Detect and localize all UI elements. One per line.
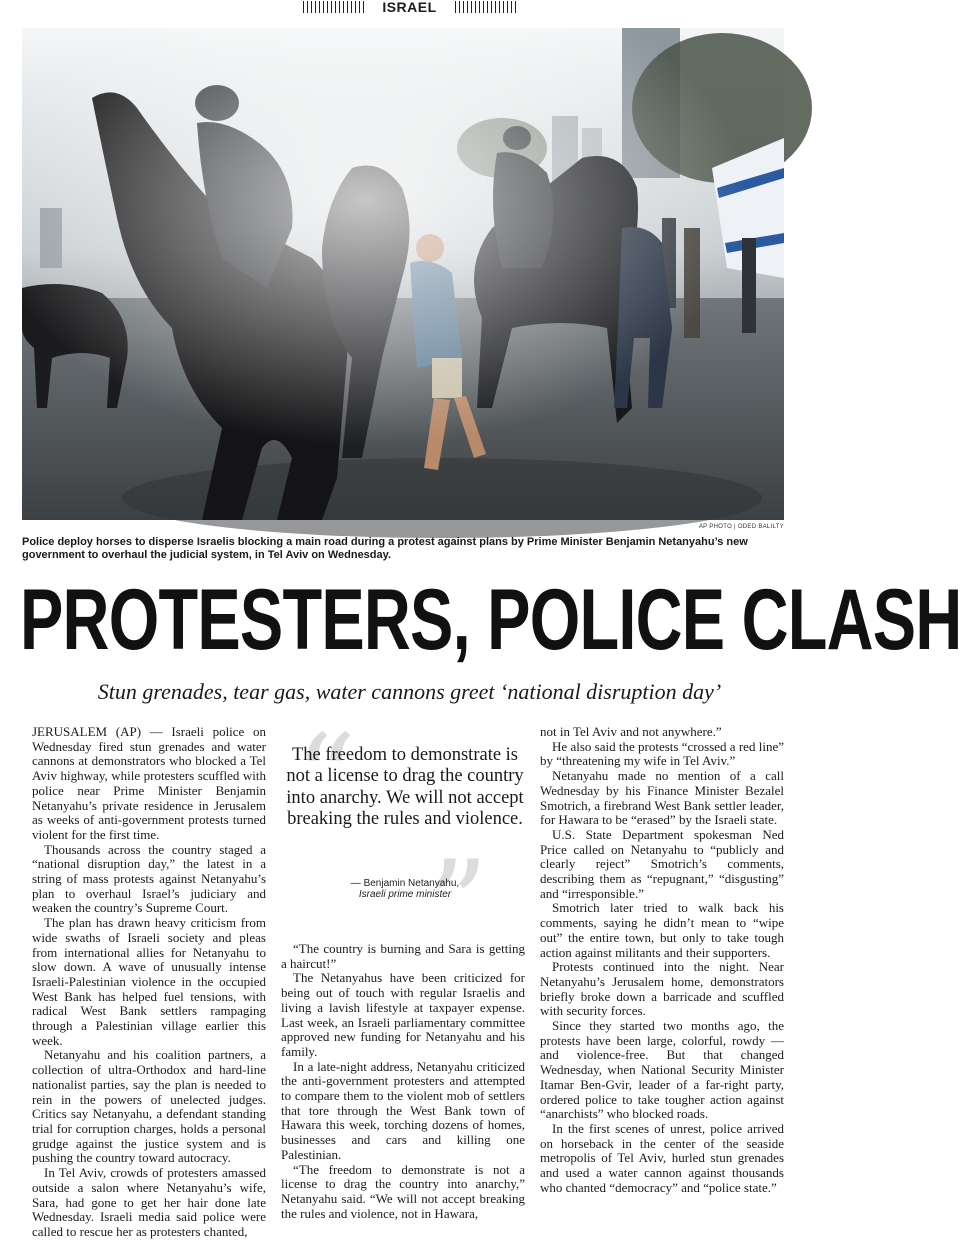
- pull-quote-attribution-name: — Benjamin Netanyahu,: [350, 878, 460, 889]
- protest-photo-illustration: [22, 28, 784, 520]
- article-paragraph: “The freedom to demonstrate is not a license to drag the country into anarchy,” Netanyahu said. “We will not accept breaking the rules and violence, not in Hawara,: [281, 1161, 525, 1221]
- close-quote-icon: ”: [427, 836, 489, 975]
- article-paragraph: JERUSALEM (AP) — Israeli police on Wednesday fired stun grenades and water cannons at demonstrators who blocked a Tel Aviv highway, while protesters scuffled with police near Prime Minister Benjamin Netanyahu’s private residence in Jerusalem as weeks of anti-government protests turned violent for the first time.: [32, 724, 266, 842]
- article-paragraph: The Netanyahus have been criticized for being out of touch with regular Israelis and living a lavish lifestyle at taxpayer expense. Last week, an Israeli parliamentary committee approved new funding for Netanyahu and his family.: [281, 970, 525, 1059]
- article-paragraph: Since they started two months ago, the protests have been large, colorful, rowdy — and violence-free. But that changed Wednesday, when National Security Minister Itamar Ben-Gvir, leader of a far-right party, ordered police to take tougher action against “anarchists” who blocked roads.: [540, 1018, 784, 1122]
- article-paragraph: Netanyahu and his coalition partners, a collection of ultra-Orthodox and hard-line nationalist parties, say the plan is needed to rein in the powers of unelected judges. Critics say Netanyahu, a defendant standing trial for corruption charges, holds a personal grudge against the justice system and is pushing the country toward autocracy.: [32, 1047, 266, 1166]
- article-paragraph: The plan has drawn heavy criticism from wide swaths of Israeli society and pleas from international allies for Netanyahu to slow down. A wave of unusually intense Israeli-Palestinian violence in the occupied West Bank has helped fuel tensions, with radical West Bank settlers rampaging through a Palestinian village earlier this week.: [32, 915, 266, 1048]
- article-paragraph: Thousands across the country staged a “national disruption day,” the latest in a string of mass protests against Netanyahu’s plan to overhaul Israel’s judiciary and weaken the country’s Supreme Court.: [32, 841, 266, 916]
- article-paragraph: U.S. State Department spokesman Ned Price called on Netanyahu to “publicly and clearly reject” Smotrich’s comments, describing them as “repugnant,” “disgusting” and “irresponsible.”: [540, 826, 784, 901]
- section-rule-left: [303, 1, 364, 13]
- article-paragraph: Netanyahu made no mention of a call Wednesday by his Finance Minister Bezalel Smotrich, a firebrand West Bank settler leader, for Hawara to be “erased” by the Israeli state.: [540, 768, 784, 828]
- pull-quote-text: The freedom to demonstrate is not a license to drag the country into anarchy. We will not accept breaking the rules and violence.: [286, 745, 524, 829]
- article-paragraph: Protests continued into the night. Near Netanyahu’s Jerusalem home, demonstrators briefly broke down a barricade and scuffled with security forces.: [540, 959, 784, 1019]
- photo-credit: AP PHOTO | ODED BALILTY: [698, 524, 784, 530]
- subheadline: Stun grenades, tear gas, water cannons greet ‘national disruption day’: [97, 679, 722, 704]
- section-rule-right: [455, 1, 516, 13]
- pull-quote-attribution-role: Israeli prime minister: [358, 889, 452, 900]
- headline: PROTESTERS, POLICE CLASH: [20, 572, 962, 668]
- article-paragraph: In a late-night address, Netanyahu criticized the anti-government protesters and attempted to compare them to the violent mob of settlers that tore through the West Bank town of Hawara this week, torching dozens of homes, businesses and cars and killing one Palestinian.: [281, 1058, 525, 1162]
- article-column-2: [281, 942, 525, 1221]
- article-paragraph: not in Tel Aviv and not anywhere.”: [540, 724, 722, 739]
- section-label: ISRAEL: [382, 0, 437, 15]
- article-paragraph: “The country is burning and Sara is getting a haircut!”: [281, 941, 525, 971]
- article-column-1: [32, 725, 266, 1240]
- section-header: [0, 0, 819, 14]
- article-paragraph: In the first scenes of unrest, police arrived on horseback in the center of the seaside metropolis of Tel Aviv, hurled stun grenades and used a water cannon against thousands who chanted “democracy” and “police state.”: [540, 1120, 784, 1195]
- article-column-3: [540, 725, 784, 1196]
- photo-caption: Police deploy horses to disperse Israelis blocking a main road during a protest against plans by Prime Minister Benjamin Netanyahu’s new government to overhaul the judicial system, in Tel Aviv on Wednesday.: [22, 536, 748, 561]
- open-quote-icon: “: [295, 710, 357, 849]
- article-paragraph: Smotrich later tried to walk back his comments, saying he didn’t mean to “wipe out” the entire town, but only to take tough action against militants and their supporters.: [540, 900, 784, 960]
- article-paragraph: In Tel Aviv, crowds of protesters amassed outside a salon where Netanyahu’s wife, Sara, had gone to get her hair done late Wednesday. Israeli media said police were called to rescue her as protesters chanted,: [32, 1165, 266, 1239]
- news-photo: [22, 28, 784, 520]
- pull-quote-attribution: [285, 878, 525, 900]
- article-paragraph: He also said the protests “crossed a red line” by “threatening my wife in Tel Aviv.”: [540, 738, 784, 769]
